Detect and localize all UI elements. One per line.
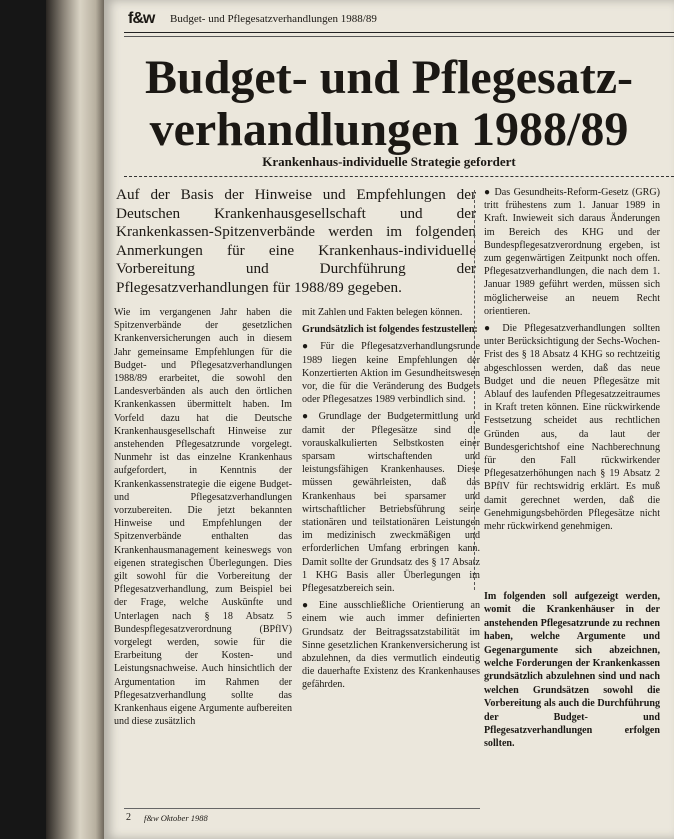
- mid-heading: Grundsätzlich ist folgendes festzustellen:: [302, 324, 478, 336]
- mid-bullet-2: ● Grundlage der Budgetermittlung und damit der Pflegesätze sind die vorauskalkulierten Selbstkosten einer sparsam wirtschaftenden und leistungsfähigen Krankenhauses. Diese müssen gewährleisten, daß das Krankenhaus bei sparsamer und wirtschaftlicher Betriebsführung seine stationären und teilstationären Leistungen im medizinisch zweckmäßigen und erforderlichen Umfang erbringen kann. Damit sollte der Grundsatz des § 17 Absatz 1 KHG Basis aller Überlegungen im Pflegesatzbereich sein.: [302, 410, 480, 595]
- right-bullet-2: ● Die Pflegesatzverhandlungen sollten unter Berücksichtigung der Sechs-Wochen-Frist des § 18 Absatz 4 KHG so rechtzeitig abgeschlossen werden, daß das neue Budget und die neuen Pflegesätze mit Ablauf des laufenden Pflegesatzzeitraumes in Kraft treten können. Eine rückwirkende Festsetzung scheidet aus rechtlichen Gründen aus, da laut der Bundesgerichtshof eine Nachberechnung für den Fall rückwirkender Pflegesatzerhöhungen nach § 19 Absatz 2 BPflV für rechtswidrig erklärt. Es muß damit gerechnet werden, daß die Genehmigungsbehörden Pflegesätze nicht mehr rückwirkend genehmigen.: [484, 322, 660, 533]
- mid-bullet-3: ● Eine ausschließliche Orientierung an einem wie auch immer definierten Grundsatz der Beitragssatzstabilität im Sinne gesetzlichen Krankenversicherung ist abzulehnen, da dies vermutlich eindeutig die dauerhafte Existenz des Krankenhauses gefährden.: [302, 599, 480, 691]
- subtitle-rule: [124, 176, 674, 177]
- header-rule: [124, 32, 674, 33]
- document-page: [104, 0, 674, 839]
- body-column-left: [114, 306, 292, 733]
- header-rule-thin: [124, 36, 674, 37]
- article-title-line2: verhandlungen 1988/89: [149, 103, 629, 156]
- running-header: Budget- und Pflegesatzverhandlungen 1988/89: [170, 13, 377, 25]
- lead-paragraph: Auf der Basis der Hinweise und Empfehlungen der Deutschen Krankenhausgesellschaft und der Krankenkassen-Spitzenverbände werden im folgenden Anmerkungen für eine Krankenhaus-individuelle Vorbereitung und Durchführung der Pflegesatzverhandlungen für 1988/89 gegeben.: [116, 186, 476, 296]
- book-page-stack: [46, 0, 108, 839]
- left-column-text: Wie im vergangenen Jahr haben die Spitzenverbände der gesetzlichen Krankenversicherungen auch in diesem Jahr gemeinsame Empfehlungen für die Budget- und Pflegesatzverhandlungen 1988/89 erarbeitet, die sowohl den Landesverbänden als auch den örtlichen Krankenkassen übermittelt haben. Im Vorfeld dazu hat die Deutsche Krankenhausgesellschaft Hinweise zur anstehenden Pflegesatzrunde vorgelegt. Nunmehr ist das einzelne Krankenhaus aufgefordert, in Kenntnis der Krankenkassenstrategie die eigene Budget- und Pflegesatzverhandlungen vorzubereiten. Die jetzt bekannten Hinweise und Empfehlungen der Spitzenverbände enthalten das Krankenhausmanagement keineswegs von eigenen strategischen Überlegungen. Dies gilt sowohl für die Vorbereitung der Pflegesatzverhandlung, zum Beispiel bei der Frage, welche Auskünfte und Unterlagen nach § 18 Absatz 5 Bundespflegesatzverordnung (BPflV) vorgelegt werden, sowie für die Erarbeitung der Kosten- und Leistungsnachweise. Auch hinsichtlich der Argumentation im Rahmen der Pflegesatzverhandlung sollte das Krankenhaus eigene Argumente aufbereiten und diese zusätzlich: [114, 307, 292, 728]
- footer-rule: [124, 808, 480, 809]
- body-column-right: [484, 186, 660, 537]
- publication-logo: f&w: [128, 10, 155, 27]
- article-title-line1: Budget- und Pflegesatz-: [145, 51, 633, 104]
- page-number: 2: [126, 812, 131, 823]
- column-divider: [474, 190, 475, 590]
- article-subtitle: Krankenhaus-individuelle Strategie gefordert: [262, 154, 516, 169]
- body-column-middle: [302, 306, 480, 696]
- right-bullet-1: ● Das Gesundheits-Reform-Gesetz (GRG) tritt frühestens zum 1. Januar 1989 in Kraft. Inwieweit sich daraus Änderungen im Bereich des KHG und der Bundespflegesatzverordnung ergeben, ist zum gegenwärtigen Zeitpunkt noch offen. Pflegesatzverhandlungen, die nach dem 1. Januar 1989 geführt werden, müssen sich möglicherweise an neuem Recht orientieren.: [484, 186, 660, 318]
- right-bold-paragraph: Im folgenden soll aufgezeigt werden, womit die Krankenhäuser in der anstehenden Pflegesatzrunde zu rechnen haben, welche Argumente und Gegenargumente sich abzeichnen, welche Forderungen der Krankenkassen grundsätzlich abzulehnen sind und nach welchen Grundsätzen sowohl die Vorbereitung als auch die Durchführung der Budget- und Pflegesatzverhandlungen erfolgen sollten.: [484, 591, 660, 750]
- article-title: [104, 52, 674, 156]
- mid-intro-text: mit Zahlen und Fakten belegen können.: [302, 307, 463, 318]
- mid-bullet-1: ● Für die Pflegesatzverhandlungsrunde 1989 liegen keine Empfehlungen der Konzertierten Aktion im Gesundheitswesen vor, die für die Veränderung des Budgets oder Pflegesatzes 1989 verbindlich sind.: [302, 340, 480, 406]
- footer-publication: f&w Oktober 1988: [144, 813, 208, 823]
